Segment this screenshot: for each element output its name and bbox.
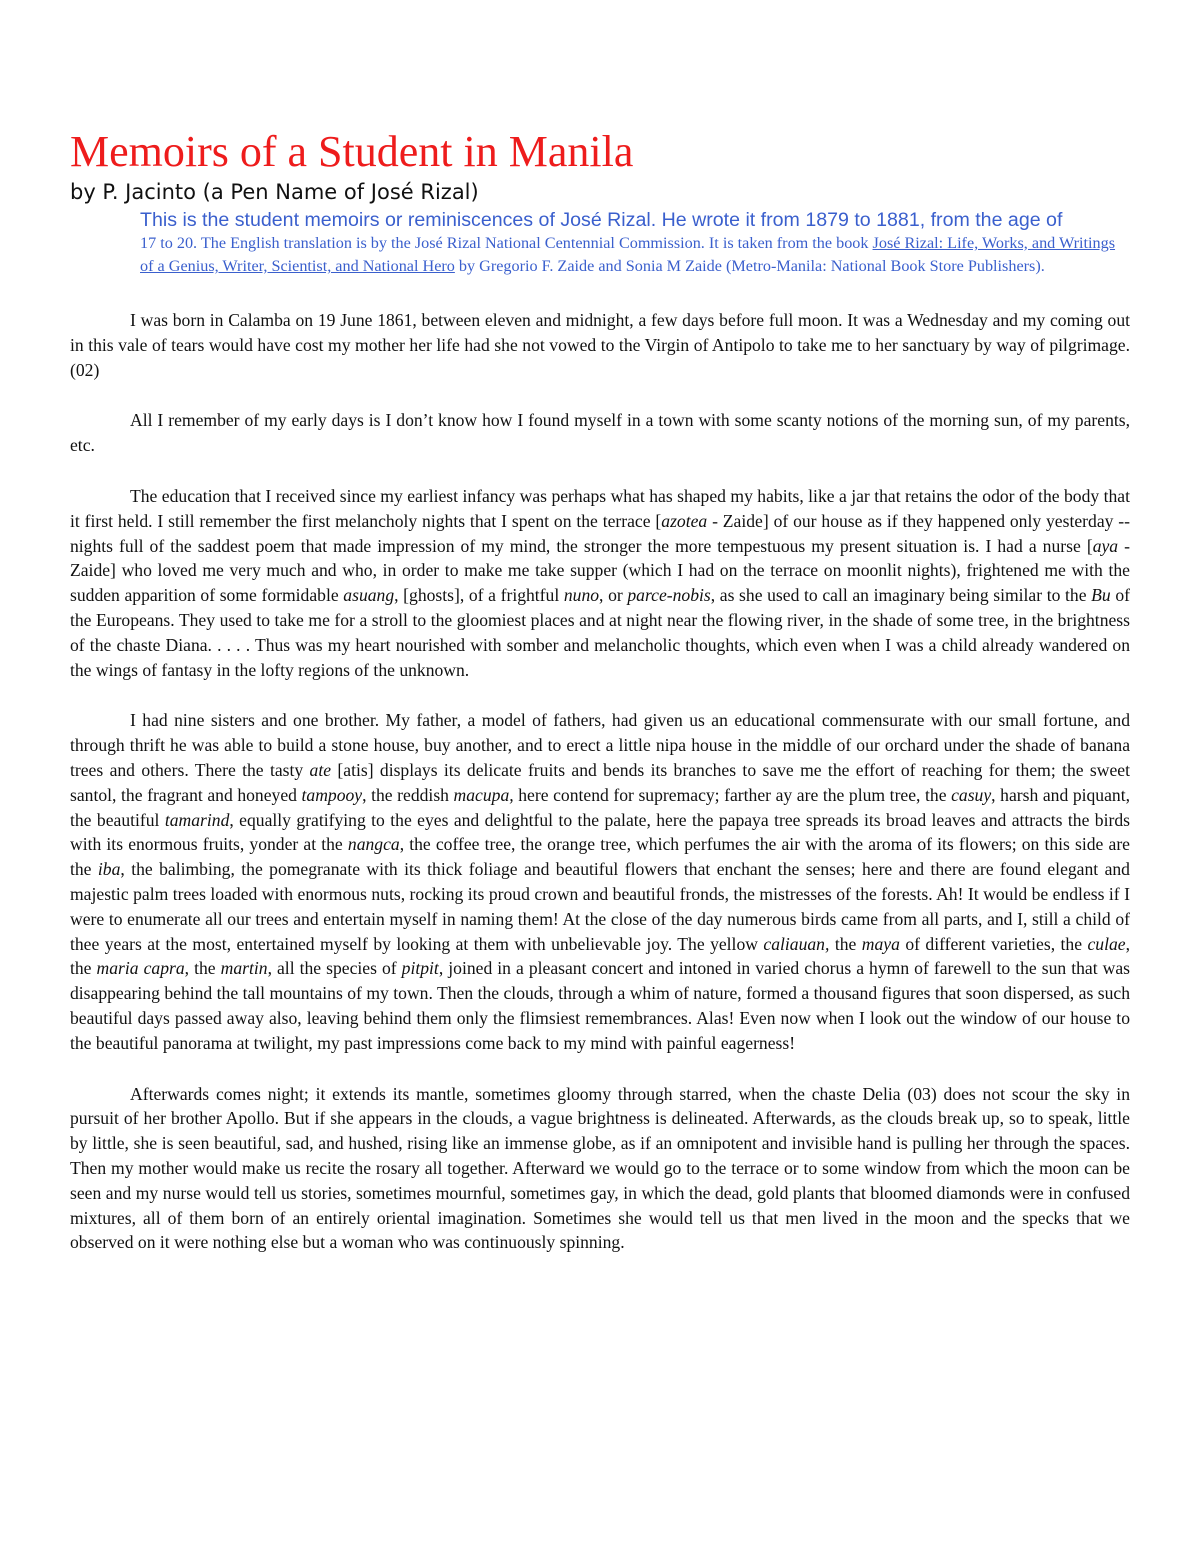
- text-run: Afterwards comes night; it extends its mantle, sometimes gloomy through starred, when the chaste Delia (03) does not scour the sky in pursuit of her brother Apollo. But if she appears in the clouds, a vague brightness is delineated. Afterwards, as the clouds break up, so to speak, little by little, she is seen beautiful, sad, and hushed, rising like an immense globe, as if an omnipotent and invisible hand is pulling her through the spaces. Then my mother would make us recite the rosary all together. Afterward we would go to the terrace or to some window from which the moon can be seen and my nurse would tell us stories, sometimes mournful, sometimes gay, in which the dead, gold plants that bloomed diamonds were in confused mixtures, all of them born of an entirely oriental imagination. Sometimes she would tell us that men lived in the moon and the specks that we observed on it were nothing else but a woman who was continuously spinning.: [70, 1083, 1130, 1253]
- paragraph: [70, 708, 1130, 1055]
- italic-term: parce-nobis: [627, 585, 711, 606]
- text-run: , as she used to call an imaginary being similar to the: [710, 585, 1092, 606]
- italic-term: caliauan,: [763, 933, 830, 954]
- document-page: [70, 126, 1130, 1281]
- text-run: of the Europeans. They used to take me for a stroll to the gloomiest places and at night near the flowing river, in the shade of some tree, in the brightness of the chaste Diana. . . . . Thus was my heart nourished with somber and melancholic thoughts, which even when I was a child already wandered on the wings of fantasy in the lofty regions of the unknown.: [70, 585, 1131, 680]
- text-run: , harsh and piquant, the beautiful: [70, 784, 1130, 830]
- italic-term: aya: [1092, 535, 1119, 556]
- text-run: , all the species of: [267, 958, 402, 979]
- italic-term: pitpit: [401, 958, 439, 979]
- text-run: , the: [70, 933, 1130, 979]
- italic-term: Bu: [1091, 585, 1111, 606]
- paragraph: [70, 308, 1130, 382]
- italic-term: maya: [861, 933, 900, 954]
- text-run: , the balimbing, the pomegranate with its thick foliage and beautiful flowers that enchant the senses; here and there are found elegant and majestic palm trees loaded with enormous nuts, rocking its proud crown and beautiful fronds, the mistresses of the forests. Ah! It would be endless if I were to enumerate all our trees and entertain myself in naming them! At the close of the day numerous birds came from all parts, and I, still a child of thee years at the most, entertained myself by looking at them with unbelievable joy. The yellow: [70, 859, 1130, 954]
- italic-term: macupa,: [453, 784, 514, 805]
- italic-term: azotea: [661, 510, 708, 531]
- text-run: , or: [599, 585, 628, 606]
- italic-term: tampooy: [301, 784, 363, 805]
- text-run: I was born in Calamba on 19 June 1861, between eleven and midnight, a few days before full moon. It was a Wednesday and my coming out in this vale of tears would have cost my mother her life had she not vowed to the Virgin of Antipolo to take me to her sanctuary by way of pilgrimage. (02): [70, 310, 1130, 380]
- paragraph: [70, 1082, 1130, 1256]
- book-link[interactable]: José Rizal: Life, Works, and Writings of a Genius, Writer, Scientist, and National Hero: [140, 234, 1116, 275]
- text-run: - Zaide] who loved me very much and who, in order to make me take supper (which I had on the terrace on moonlit nights), frightened me with the sudden apparition of some formidable: [70, 535, 1130, 606]
- italic-term: iba: [97, 859, 121, 880]
- text-run: - Zaide] of our house as if they happened only yesterday -- nights full of the saddest poem that made impression of my mind, the stronger the more tempestuous my present situation is. I had a nurse [: [70, 510, 1131, 556]
- text-run: the: [829, 933, 862, 954]
- text-run: , the: [184, 958, 221, 979]
- byline: by P. Jacinto (a Pen Name of José Rizal): [70, 180, 479, 204]
- text-run: here contend for supremacy; farther ay are the plum tree, the: [513, 784, 952, 805]
- paragraph: [70, 408, 1130, 458]
- text-run: The education that I received since my earliest infancy was perhaps what has shaped my habits, like a jar that retains the odor of the body that it first held. I still remember the first melancholy nights that I spent on the terrace [: [70, 485, 1130, 531]
- text-run: , the coffee tree, the orange tree, which perfumes the air with the aroma of its flowers; on this side are the: [70, 834, 1130, 880]
- text-run: of different varieties, the: [899, 933, 1088, 954]
- paragraph: [70, 484, 1130, 682]
- intro-line2: 17 to 20. The English translation is by the José Rizal National Centennial Commission. It is taken from the book: [140, 234, 869, 252]
- italic-term: nuno: [563, 585, 600, 606]
- text-run: , joined in a pleasant concert and intoned in varied chorus a hymn of farewell to the sun that was disappearing behind the tall mountains of my town. Then the clouds, through a whim of nature, formed a thousand figures that soon dispersed, as such beautiful days passed away also, leaving behind them only the flimsiest remembrances. Alas! Even now when I look out the window of our house to the beautiful panorama at twilight, my past impressions come back to my mind with painful eagerness!: [70, 958, 1130, 1053]
- page-title: Memoirs of a Student in Manila: [70, 127, 634, 176]
- italic-term: asuang: [343, 585, 395, 606]
- text-run: [atis] displays its delicate fruits and bends its branches to save me the effort of reaching for them; the sweet santol, the fragrant and honeyed: [70, 759, 1130, 805]
- text-run: All I remember of my early days is I don’t know how I found myself in a town with some scanty notions of the morning sun, of my parents, etc.: [70, 410, 1130, 456]
- text-run: , the reddish: [362, 784, 454, 805]
- italic-term: ate: [309, 759, 332, 780]
- memoir-body: [70, 308, 1130, 1255]
- intro-after-link: by Gregorio F. Zaide and Sonia M Zaide (Metro-Manila: National Book Store Publishers).: [454, 257, 1045, 275]
- italic-term: nangca: [347, 834, 400, 855]
- text-run: , [ghosts], of a frightful: [394, 585, 564, 606]
- intro-note: [140, 208, 1130, 278]
- italic-term: tamarind: [164, 809, 230, 830]
- italic-term: culae: [1087, 933, 1126, 954]
- intro-lead: This is the student memoirs or reminiscences of José Rizal. He wrote it from 1879 to 1881, from the age of: [140, 209, 1063, 231]
- intro-text: [140, 234, 1115, 275]
- italic-term: maria capra: [96, 958, 185, 979]
- italic-term: casuy: [951, 784, 992, 805]
- text-run: , equally gratifying to the eyes and delightful to the palate, here the papaya tree spreads its broad leaves and attracts the birds with its enormous fruits, yonder at the: [70, 809, 1130, 855]
- text-run: I had nine sisters and one brother. My father, a model of fathers, had given us an educational commensurate with our small fortune, and through thrift he was able to build a stone house, buy another, and to erect a little nipa house in the middle of our orchard under the shade of banana trees and others. There the tasty: [70, 710, 1130, 780]
- italic-term: martin: [220, 958, 268, 979]
